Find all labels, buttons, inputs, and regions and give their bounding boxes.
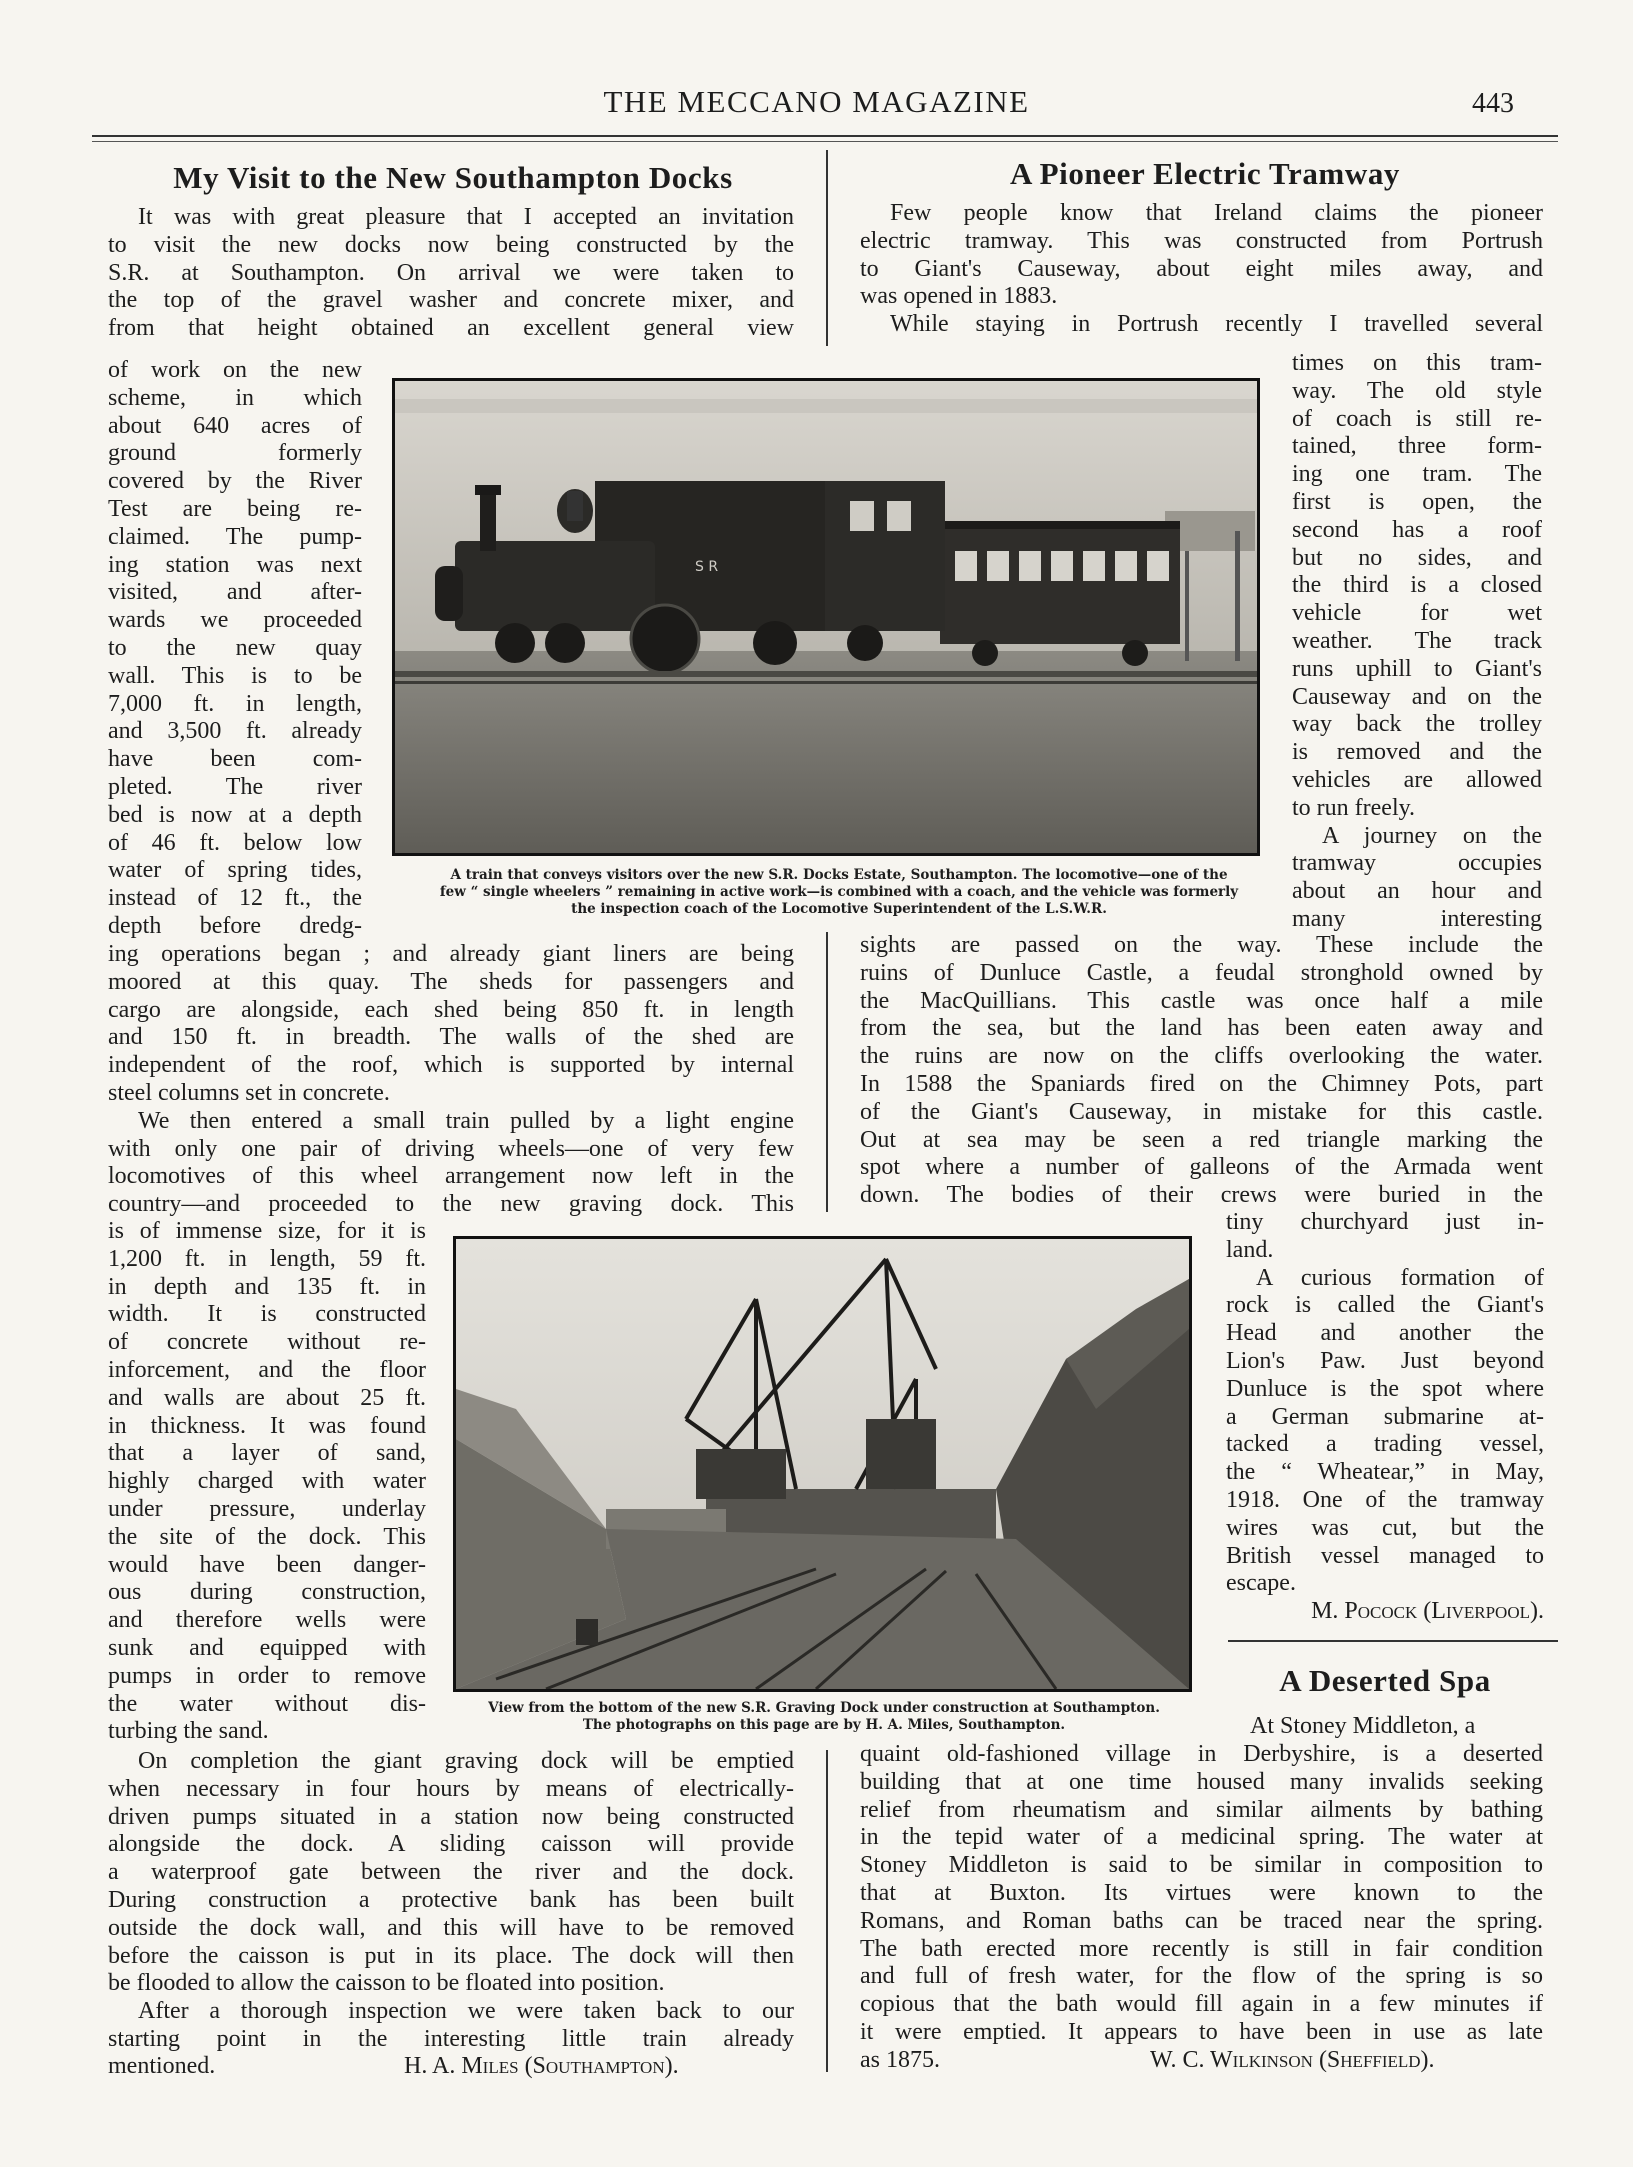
text-line: wall. This is to be <box>108 662 362 689</box>
text-line: electric tramway. This was constructed from Portrush <box>860 227 1543 254</box>
text-line: A journey on the <box>1322 822 1542 849</box>
text-line: spot where a number of galleons of the Armada went <box>860 1154 1543 1181</box>
text-line: covered by the River <box>108 468 362 495</box>
column-rule-middle <box>826 932 828 1212</box>
text-line: Out at sea may be seen a red triangle marking the <box>860 1126 1543 1153</box>
tramway-body-text <box>860 932 1543 1210</box>
text-line: starting point in the interesting little train already <box>108 2025 794 2052</box>
text-line: alongside the dock. A sliding caisson will provide <box>108 1831 794 1858</box>
text-line: second has a roof <box>1292 516 1542 543</box>
text-line: ous during construction, <box>108 1579 426 1606</box>
text-line: wards we proceeded <box>108 607 362 634</box>
text-line: the site of the dock. This <box>108 1523 426 1550</box>
text-line: rock is called the Giant's <box>1226 1292 1544 1319</box>
text-line: sunk and equipped with <box>108 1634 426 1661</box>
article-title-southampton: My Visit to the New Southampton Docks <box>173 160 733 195</box>
text-line: independent of the roof, which is supported by internal <box>108 1052 794 1079</box>
text-line: is removed and the <box>1292 739 1542 766</box>
text-line: inforcement, and the floor <box>108 1356 426 1383</box>
dock-photo-caption <box>440 1700 1208 1734</box>
text-line: have been com- <box>108 746 362 773</box>
text-line: of work on the new <box>108 357 362 383</box>
text-line: before the caisson is put in its place. The dock will then <box>108 1942 794 1969</box>
text-line: ing station was next <box>108 551 362 578</box>
text-line: that at Buxton. Its virtues were known to the <box>860 1879 1543 1906</box>
text-line: Romans, and Roman baths can be traced near the spring. <box>860 1907 1543 1934</box>
text-line: of concrete without re- <box>108 1329 426 1356</box>
text-line: when necessary in four hours by means of electrically- <box>108 1775 794 1802</box>
text-line: to the new quay <box>108 634 362 661</box>
text-line: cargo are alongside, each shed being 850 ft. in length <box>108 996 794 1023</box>
text-line: the third is a closed <box>1292 572 1542 599</box>
text-line: a waterproof gate between the river and the dock. <box>108 1859 794 1886</box>
text-line: Few people know that Ireland claims the pioneer <box>890 200 1543 226</box>
southampton-intro-text <box>108 204 794 343</box>
text-line: 1,200 ft. in length, 59 ft. <box>108 1245 426 1272</box>
text-line: The bath erected more recently is still in fair condition <box>860 1935 1543 1962</box>
text-line: be flooded to allow the caisson to be floated into position. <box>108 1970 665 1997</box>
text-line: During construction a protective bank has been built <box>108 1886 794 1913</box>
text-line: and full of fresh water, for the flow of the spring is so <box>860 1963 1543 1990</box>
text-line: turbing the sand. <box>108 1718 269 1745</box>
text-line: vehicle for wet <box>1292 600 1542 627</box>
tramway-side-text <box>1292 350 1542 934</box>
text-line: in thickness. It was found <box>108 1412 426 1439</box>
text-line: tained, three form- <box>1292 433 1542 460</box>
text-line: to visit the new docks now being constructed by the <box>108 231 794 258</box>
text-line: the ruins are now on the cliffs overlooking the water. <box>860 1043 1543 1070</box>
text-line: but no sides, and <box>1292 544 1542 571</box>
southampton-body-text <box>108 941 794 1219</box>
text-line: Test are being re- <box>108 495 362 522</box>
tramway-author: M. Pocock (Liverpool). <box>1311 1598 1544 1624</box>
text-line: British vessel managed to <box>1226 1542 1544 1569</box>
text-line: After a thorough inspection we were taken back to our <box>138 1998 794 2025</box>
text-line: wires was cut, but the <box>1226 1514 1544 1541</box>
text-line: tacked a trading vessel, <box>1226 1431 1544 1458</box>
text-line: ing operations began ; and already giant liners are being <box>108 941 794 967</box>
text-line: ruins of Dunluce Castle, a feudal stronghold owned by <box>860 959 1543 986</box>
text-line: in the tepid water of a medicinal spring. The water at <box>860 1824 1543 1851</box>
text-line: times on this tram- <box>1292 350 1542 376</box>
column-rule-top <box>826 150 828 346</box>
text-line: pleted. The river <box>108 773 362 800</box>
text-line: from that height obtained an excellent general view <box>108 315 794 342</box>
text-line: way back the trolley <box>1292 711 1542 738</box>
text-line: of coach is still re- <box>1292 405 1542 432</box>
text-line: way. The old style <box>1292 377 1542 404</box>
text-line: about an hour and <box>1292 878 1542 905</box>
text-line: tramway occupies <box>1292 850 1542 877</box>
text-line: and 150 ft. in breadth. The walls of the shed are <box>108 1024 794 1051</box>
caption-line: the inspection coach of the Locomotive Superintendent of the L.S.W.R. <box>571 901 1107 917</box>
text-line: scheme, in which <box>108 384 362 411</box>
text-line: vehicles are allowed <box>1292 766 1542 793</box>
text-line: first is open, the <box>1292 488 1542 515</box>
header-rule <box>92 135 1558 137</box>
text-line: down. The bodies of their crews were buried in the <box>860 1182 1543 1209</box>
caption-line: A train that conveys visitors over the new S.R. Docks Estate, Southampton. The locomotive—one of the <box>450 867 1228 883</box>
text-line: in depth and 135 ft. in <box>108 1273 426 1300</box>
text-line: pumps in order to remove <box>108 1662 426 1689</box>
caption-line: The photographs on this page are by H. A. Miles, Southampton. <box>582 1717 1066 1733</box>
train-photo-illustration <box>395 381 1257 853</box>
southampton-side-text <box>108 357 362 941</box>
running-head: THE MECCANO MAGAZINE <box>603 84 1030 119</box>
text-line: It was with great pleasure that I accepted an invitation <box>138 204 794 230</box>
column-rule-bottom <box>826 1750 828 2072</box>
graving-dock-photo-illustration <box>456 1239 1189 1689</box>
text-line: from the sea, but the land has been eaten away and <box>860 1015 1543 1042</box>
text-line: relief from rheumatism and similar ailments by bathing <box>860 1796 1543 1823</box>
spa-last-line <box>860 2047 1543 2075</box>
text-line: sights are passed on the way. These include the <box>860 932 1543 958</box>
text-line: tiny churchyard just in- <box>1226 1209 1544 1235</box>
article-divider <box>1228 1640 1558 1642</box>
spa-body-text <box>860 1741 1543 2047</box>
text-line: and therefore wells were <box>108 1607 426 1634</box>
text-line: the MacQuillians. This castle was once half a mile <box>860 987 1543 1014</box>
text-line: it were emptied. It appears to have been in use as late <box>860 2018 1543 2045</box>
text-line: weather. The track <box>1292 627 1542 654</box>
text-line: driven pumps situated in a station now being constructed <box>108 1803 794 1830</box>
southampton-last-words: mentioned. <box>108 2053 216 2079</box>
text-line: outside the dock wall, and this will have to be removed <box>108 1914 794 1941</box>
text-line: visited, and after- <box>108 579 362 606</box>
text-line: On completion the giant graving dock will be emptied <box>138 1748 794 1774</box>
text-line: under pressure, underlay <box>108 1495 426 1522</box>
text-line: building that at one time housed many invalids seeking <box>860 1768 1543 1795</box>
text-line: and 3,500 ft. already <box>108 718 362 745</box>
spa-author: W. C. Wilkinson (Sheffield). <box>1150 2047 1435 2073</box>
text-line: to run freely. <box>1292 794 1416 821</box>
text-line: highly charged with water <box>108 1468 426 1495</box>
text-line: escape. <box>1226 1570 1296 1597</box>
text-line: copious that the bath would fill again in a few minutes if <box>860 1991 1543 2018</box>
text-line: runs uphill to Giant's <box>1292 655 1542 682</box>
text-line: Causeway and on the <box>1292 683 1542 710</box>
text-line: Lion's Paw. Just beyond <box>1226 1347 1544 1374</box>
text-line: In 1588 the Spaniards fired on the Chimney Pots, part <box>860 1070 1543 1097</box>
text-line: steel columns set in concrete. <box>108 1079 390 1106</box>
text-line: would have been danger- <box>108 1551 426 1578</box>
text-line: moored at this quay. The sheds for passengers and <box>108 968 794 995</box>
text-line: 1918. One of the tramway <box>1226 1486 1544 1513</box>
caption-line: few “ single wheelers ” remaining in active work—is combined with a coach, and the vehicle was formerly <box>439 884 1239 900</box>
text-line: bed is now at a depth <box>108 801 362 828</box>
text-line: We then entered a small train pulled by a light engine <box>138 1107 794 1134</box>
southampton-last-line <box>108 2053 794 2081</box>
southampton-author: H. A. Miles (Southampton). <box>404 2053 679 2079</box>
page-number: 443 <box>1472 88 1514 119</box>
spa-first-line <box>1250 1713 1544 1741</box>
text-line: Head and another the <box>1226 1320 1544 1347</box>
spa-first-line-text: At Stoney Middleton, a <box>1250 1713 1476 1739</box>
tramway-intro-text <box>860 200 1543 339</box>
text-line: the top of the gravel washer and concrete mixer, and <box>108 287 794 314</box>
text-line: with only one pair of driving wheels—one of very few <box>108 1135 794 1162</box>
text-line: and walls are about 25 ft. <box>108 1384 426 1411</box>
text-line: ground formerly <box>108 440 362 467</box>
train-photograph <box>392 378 1260 856</box>
article-title-tramway: A Pioneer Electric Tramway <box>1009 156 1401 191</box>
text-line: of 46 ft. below low <box>108 829 362 856</box>
text-line: water of spring tides, <box>108 857 362 884</box>
text-line: While staying in Portrush recently I travelled several <box>890 311 1543 338</box>
text-line: ing one tram. The <box>1292 461 1542 488</box>
text-line: is of immense size, for it is <box>108 1218 426 1244</box>
text-line: the water without dis- <box>108 1690 426 1717</box>
tramway-author-line <box>1226 1598 1544 1626</box>
text-line: 7,000 ft. in length, <box>108 690 362 717</box>
text-line: was opened in 1883. <box>860 283 1058 310</box>
text-line: A curious formation of <box>1256 1264 1544 1291</box>
text-line: depth before dredg- <box>108 912 362 939</box>
text-line: many interesting <box>1292 905 1542 932</box>
text-line: land. <box>1226 1236 1274 1263</box>
text-line: to Giant's Causeway, about eight miles away, and <box>860 255 1543 282</box>
text-line: instead of 12 ft., the <box>108 885 362 912</box>
text-line: locomotives of this wheel arrangement now left in the <box>108 1163 794 1190</box>
text-line: quaint old-fashioned village in Derbyshire, is a deserted <box>860 1741 1543 1767</box>
text-line: claimed. The pump- <box>108 523 362 550</box>
header-rule-thin <box>92 141 1558 142</box>
text-line: S.R. at Southampton. On arrival we were taken to <box>108 259 794 286</box>
graving-dock-photograph <box>453 1236 1192 1692</box>
text-line: a German submarine at- <box>1226 1403 1544 1430</box>
text-line: that a layer of sand, <box>108 1440 426 1467</box>
article-title-spa: A Deserted Spa <box>1279 1663 1491 1698</box>
train-photo-caption <box>380 867 1298 918</box>
southampton-closing-text <box>108 1748 794 2054</box>
spa-last-words: as 1875. <box>860 2047 940 2073</box>
caption-line: View from the bottom of the new S.R. Graving Dock under construction at Southampton. <box>488 1700 1160 1716</box>
southampton-dock-text <box>108 1218 426 1746</box>
text-line: of the Giant's Causeway, in mistake for this castle. <box>860 1098 1543 1125</box>
text-line: width. It is constructed <box>108 1301 426 1328</box>
text-line: Stoney Middleton is said to be similar in composition to <box>860 1852 1543 1879</box>
text-line: about 640 acres of <box>108 412 362 439</box>
text-line: country—and proceeded to the new graving dock. This <box>108 1191 794 1218</box>
text-line: Dunluce is the spot where <box>1226 1375 1544 1402</box>
tramway-coast-text <box>1226 1209 1544 1598</box>
text-line: the “ Wheatear,” in May, <box>1226 1459 1544 1486</box>
locomotive-lettering: S R <box>695 559 719 575</box>
